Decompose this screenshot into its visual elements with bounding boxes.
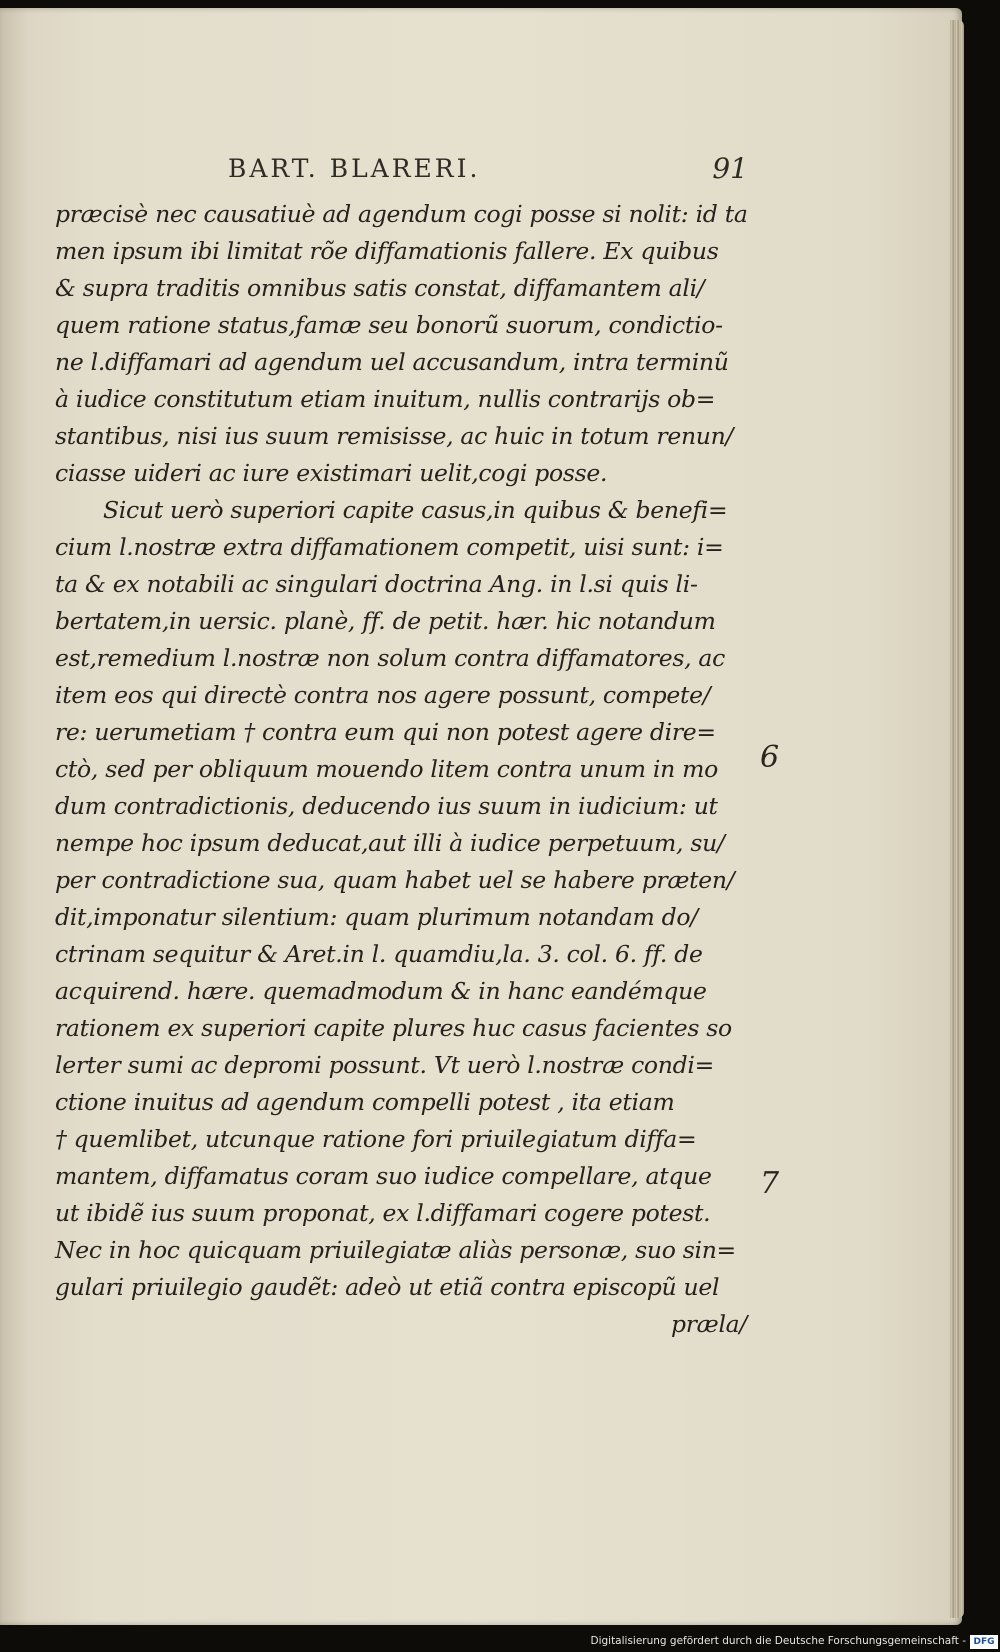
text-line: ctrinam sequitur & Aret.in l. quamdiu,la. 3. col. 6. ff. de	[55, 940, 703, 968]
paragraph-start-line: Sicut uerò superiori capite casus,in quibus & benefi=	[103, 496, 728, 524]
catchword: præla/	[670, 1310, 747, 1338]
text-line: men ipsum ibi limitat rõe diffamationis fallere. Ex quibus	[55, 237, 719, 265]
text-line: mantem, diffamatus coram suo iudice compellare, atque	[55, 1162, 712, 1190]
text-line: præcisè nec causatiuè ad agendum cogi posse si nolit: id ta	[55, 200, 748, 228]
text-line: ut ibidẽ ius suum proponat, ex l.diffamari cogere potest.	[55, 1199, 711, 1227]
page-edge	[950, 20, 964, 1618]
text-line: item eos qui directè contra nos agere possunt, compete/	[55, 681, 711, 709]
text-line: rationem ex superiori capite plures huc casus facientes so	[55, 1014, 732, 1042]
footer-bar	[0, 1634, 1000, 1652]
header-title: BART. BLARERI.	[228, 154, 481, 183]
text-line: lerter sumi ac depromi possunt. Vt uerò l.nostræ condi=	[55, 1051, 714, 1079]
text-line: ta & ex notabili ac singulari doctrina Ang. in l.si quis li-	[55, 570, 698, 598]
text-line: bertatem,in uersic. planè, ff. de petit. hær. hic notandum	[55, 607, 716, 635]
text-line: ciasse uideri ac iure existimari uelit,cogi posse.	[55, 459, 608, 487]
text-line: ctò, sed per obliquum mouendo litem contra unum in mo	[55, 755, 718, 783]
text-line: dum contradictionis, deducendo ius suum in iudicium: ut	[55, 792, 718, 820]
text-line: & supra traditis omnibus satis constat, diffamantem ali/	[55, 274, 705, 302]
text-line: cium l.nostræ extra diffamationem competit, uisi sunt: i=	[55, 533, 724, 561]
text-line: nempe hoc ipsum deducat,aut illi à iudice perpetuum, su/	[55, 829, 725, 857]
funding-credit: Digitalisierung gefördert durch die Deutsche Forschungsgemeinschaft -	[590, 1635, 966, 1647]
text-line: ctione inuitus ad agendum compelli potest , ita etiam	[55, 1088, 675, 1116]
margin-note-6: 6	[760, 740, 780, 775]
text-line: à iudice constitutum etiam inuitum, nullis contrarijs ob=	[55, 385, 716, 413]
text-line: per contradictione sua, quam habet uel se habere præten/	[55, 866, 735, 894]
text-line: Nec in hoc quicquam priuilegiatæ aliàs personæ, suo sin=	[55, 1236, 736, 1264]
text-line: acquirend. hære. quemadmodum & in hanc eandémque	[55, 977, 707, 1005]
text-line: † quemlibet, utcunque ratione fori priuilegiatum diffa=	[55, 1125, 697, 1153]
running-head	[228, 150, 748, 190]
text-line: est,remedium l.nostræ non solum contra diffamatores, ac	[55, 644, 725, 672]
text-line: ne l.diffamari ad agendum uel accusandum, intra terminũ	[55, 348, 729, 376]
text-line: quem ratione status,famæ seu bonorũ suorum, condictio-	[55, 311, 723, 339]
dfg-logo: DFG	[970, 1635, 998, 1649]
text-line: gulari priuilegio gaudẽt: adeò ut etiã contra episcopũ uel	[55, 1273, 720, 1301]
page-number: 91	[712, 152, 748, 185]
text-line: stantibus, nisi ius suum remisisse, ac huic in totum renun/	[55, 422, 734, 450]
margin-note-7: 7	[760, 1166, 780, 1201]
text-block	[55, 196, 755, 1343]
text-line: re: uerumetiam † contra eum qui non potest agere dire=	[55, 718, 716, 746]
text-line: dit,imponatur silentium: quam plurimum notandam do/	[55, 903, 698, 931]
